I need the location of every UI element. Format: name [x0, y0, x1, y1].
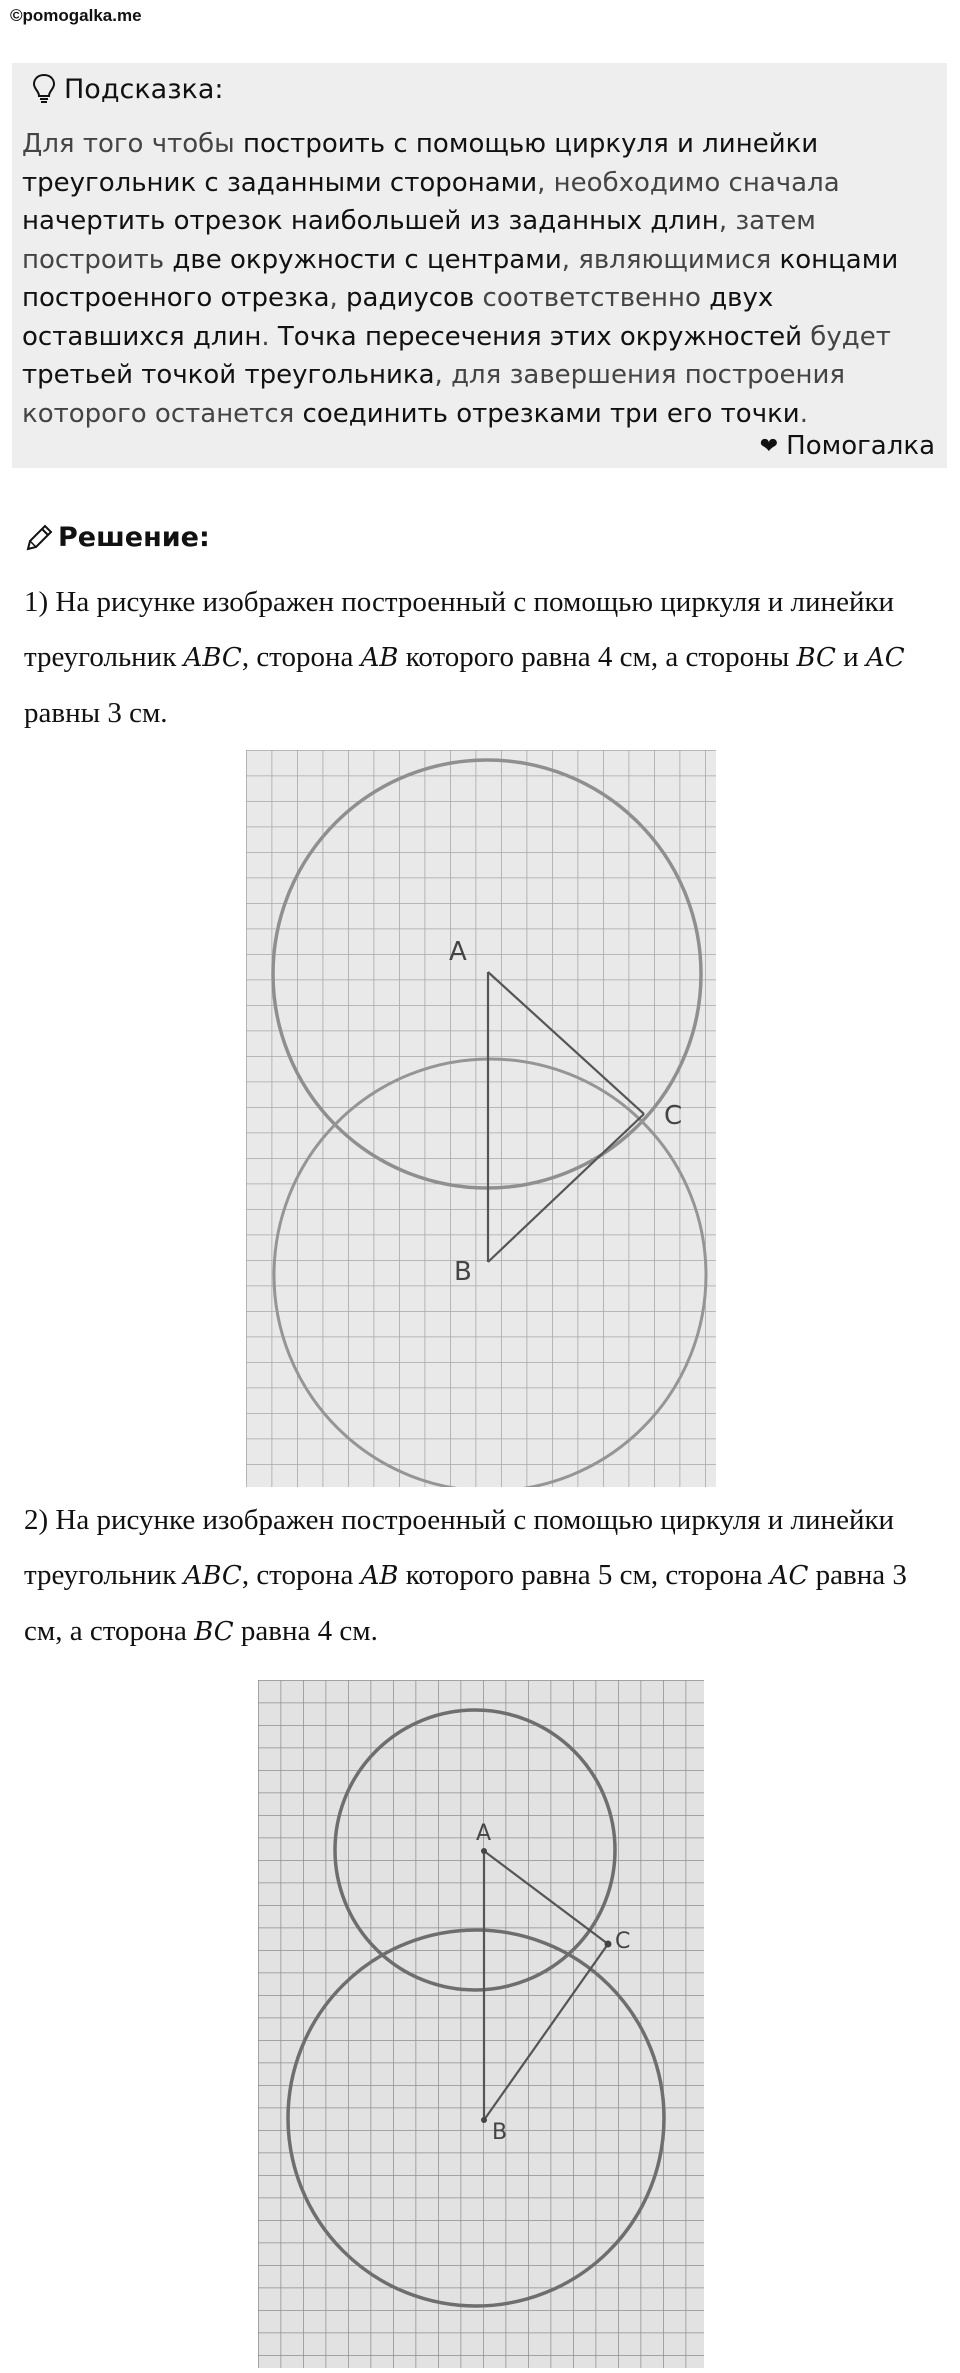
hint-segment: соответственно [474, 283, 710, 313]
label-b: B [492, 2120, 508, 2145]
hint-signature [760, 431, 935, 461]
hint-segment: , необходимо сначала [537, 167, 840, 198]
site-watermark: ©pomogalka.me [10, 6, 142, 25]
hint-segment: . [799, 398, 808, 429]
hint-text [22, 125, 940, 433]
hint-header [32, 73, 224, 105]
hint-box [12, 63, 947, 468]
p2-text-e: равна 4 см. [233, 1615, 378, 1647]
construction-photo-1 [246, 750, 716, 1487]
hint-segment: будет [802, 321, 891, 352]
hint-segment: , [329, 283, 347, 313]
hint-segment: , являющимися [561, 244, 780, 275]
hint-title: Подсказка: [64, 73, 224, 105]
solution-paragraph-1 [24, 575, 934, 741]
p1-text-e: равны 3 см. [24, 697, 168, 729]
p2-text-c: которого равна 5 см, сторона [398, 1559, 770, 1591]
hint-segment: , для завершения построения которого останется [22, 360, 846, 429]
p1-math-ac: AC [865, 643, 905, 673]
solution-paragraph-2 [24, 1493, 934, 1660]
p1-math-ab: AB [360, 643, 399, 673]
p1-math-bc: BC [796, 643, 836, 673]
p2-text-d: равна 3 см, а сторона [24, 1559, 907, 1647]
solution-title: Решение: [58, 522, 210, 553]
point-a [481, 1848, 487, 1854]
signature-label: Помогалка [786, 431, 935, 461]
point-b [481, 2117, 487, 2123]
p1-text-a: 1) На рисунке изображен построенный с помощью циркуля и линейки треугольник [24, 586, 895, 673]
hint-segment: , затем построить [22, 206, 816, 275]
hint-emphasis: третьей точкой треугольника [22, 360, 435, 390]
hint-emphasis: построить с помощью циркуля и линейки треугольник с заданными сторонами [22, 129, 819, 198]
label-b: B [454, 1257, 472, 1287]
p2-text-a: 2) На рисунке изображен построенный с помощью циркуля и линейки треугольник [24, 1504, 895, 1591]
hint-emphasis: начертить отрезок наибольшей из заданных длин [22, 206, 719, 236]
label-a: A [449, 937, 467, 967]
label-a: A [476, 1821, 492, 1846]
hint-emphasis: две окружности с центрами [172, 244, 562, 275]
p2-math-abc: ABC [183, 1561, 242, 1591]
hint-segment: Для того чтобы [22, 129, 243, 159]
hint-segment: . [261, 321, 278, 352]
hint-emphasis: концами построенного отрезка [22, 244, 899, 313]
p1-text-c: которого равна 4 см, а стороны [398, 641, 797, 673]
point-c [605, 1941, 612, 1948]
p1-math-abc: ABC [183, 643, 242, 673]
p2-text-b: , сторона [241, 1559, 361, 1591]
p1-text-b: , сторона [241, 641, 361, 673]
hint-emphasis: соединить отрезками три его точки [302, 398, 800, 429]
label-c: C [664, 1101, 683, 1131]
construction-photo-2 [258, 1680, 704, 2368]
hint-emphasis: Точка пересечения этих окружностей [277, 321, 803, 352]
pencil-icon [24, 523, 54, 553]
hint-emphasis: радиусов [346, 283, 475, 313]
p2-math-bc: BC [194, 1617, 234, 1647]
solution-header [24, 522, 210, 553]
p2-math-ab: AB [360, 1561, 399, 1591]
lightbulb-icon [32, 73, 56, 105]
label-c: C [615, 1929, 631, 1954]
hint-emphasis: двух оставшихся длин [22, 283, 774, 352]
p2-math-ac: AC [769, 1561, 809, 1591]
p1-text-d: и [835, 641, 866, 673]
heart-icon: ❤ [759, 433, 779, 459]
